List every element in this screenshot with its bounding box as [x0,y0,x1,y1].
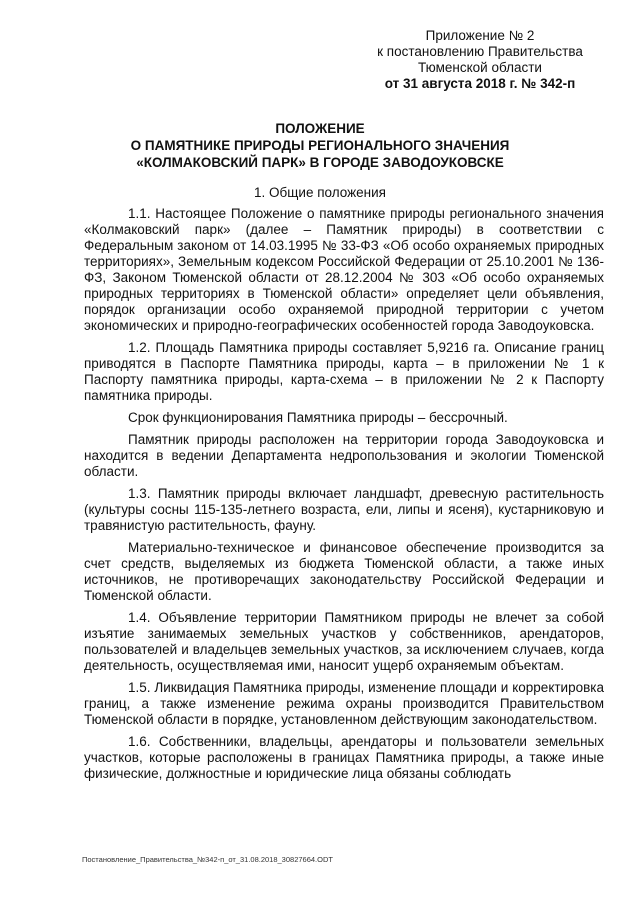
paragraph-term: Срок функционирования Памятника природы – бессрочный. [128,410,508,425]
document-title [90,120,550,171]
appendix-number: Приложение № 2 [425,28,535,43]
appendix-region: Тюменской области [418,60,542,75]
paragraph-1-4: 1.4. Объявление территории Памятником природы не влечет за собой изъятие занимаемых земельных участков у собственников, арендаторов, пользователей и владельцев земельных участков, за исключением случаев, когда деятельность, осуществляемая ими, наносит ущерб охраняемым объектам. [84,610,604,673]
title-line-3: «КОЛМАКОВСКИЙ ПАРК» В ГОРОДЕ ЗАВОДОУКОВСКЕ [136,155,504,170]
title-line-2: О ПАМЯТНИКЕ ПРИРОДЫ РЕГИОНАЛЬНОГО ЗНАЧЕНИЯ [130,138,510,153]
decree-date: от 31 августа 2018 г. № 342-п [384,76,576,91]
paragraph-1-1: 1.1. Настоящее Положение о памятнике природы регионального значения «Колмаковский парк» (далее – Памятник природы) в соответствии с Федеральным законом от 14.03.1995 № 33-ФЗ «Об особо охраняемых природных территориях», Земельным кодексом Российской Федерации от 25.10.2001 № 136-ФЗ, Законом Тюменской области от 28.12.2004 № 303 «Об особо охраняемых природных территориях в Тюменской области» определяет цели объявления, порядок организации особо охраняемой природной территории с учетом экономических и природно-географических особенностей города Заводоуковска. [84,206,604,333]
appendix-header [360,28,600,92]
paragraph-funding: Материально-техническое и финансовое обеспечение производится за счет средств, выделяемых из бюджета Тюменской области, а также иных источников, не противоречащих законодательству Российской Федерации и Тюменской области. [84,540,604,603]
title-line-1: ПОЛОЖЕНИЕ [275,121,365,136]
section-heading: 1. Общие положения [254,185,386,200]
paragraph-1-2: 1.2. Площадь Памятника природы составляет 5,9216 га. Описание границ приводятся в Паспорте Памятника природы, карта – в приложении № 1 к Паспорту памятника природы, карта-схема – в приложении № 2 к Паспорту памятника природы. [84,340,604,403]
footer-filename: Постановление_Правительства_№342-п_от_31.08.2018_30827664.ODT [82,855,333,864]
paragraph-1-6: 1.6. Собственники, владельцы, арендаторы и пользователи земельных участков, которые расположены в границах Памятника природы, а также иные физические, должностные и юридические лица обязаны соблюдать [84,734,604,781]
paragraph-1-3: 1.3. Памятник природы включает ландшафт, древесную растительность (культуры сосны 115-135-летнего возраста, ели, липы и ясеня), кустарниковую и травянистую растительность, фауну. [84,486,604,533]
document-body [84,206,604,788]
appendix-to-decree: к постановлению Правительства [377,44,583,59]
paragraph-1-5: 1.5. Ликвидация Памятника природы, изменение площади и корректировка границ, а также изменение режима охраны производится Правительством Тюменской области в порядке, установленном действующим законодательством. [84,680,604,727]
paragraph-location: Памятник природы расположен на территории города Заводоуковска и находится в ведении Департамента недропользования и экологии Тюменской области. [84,432,604,479]
